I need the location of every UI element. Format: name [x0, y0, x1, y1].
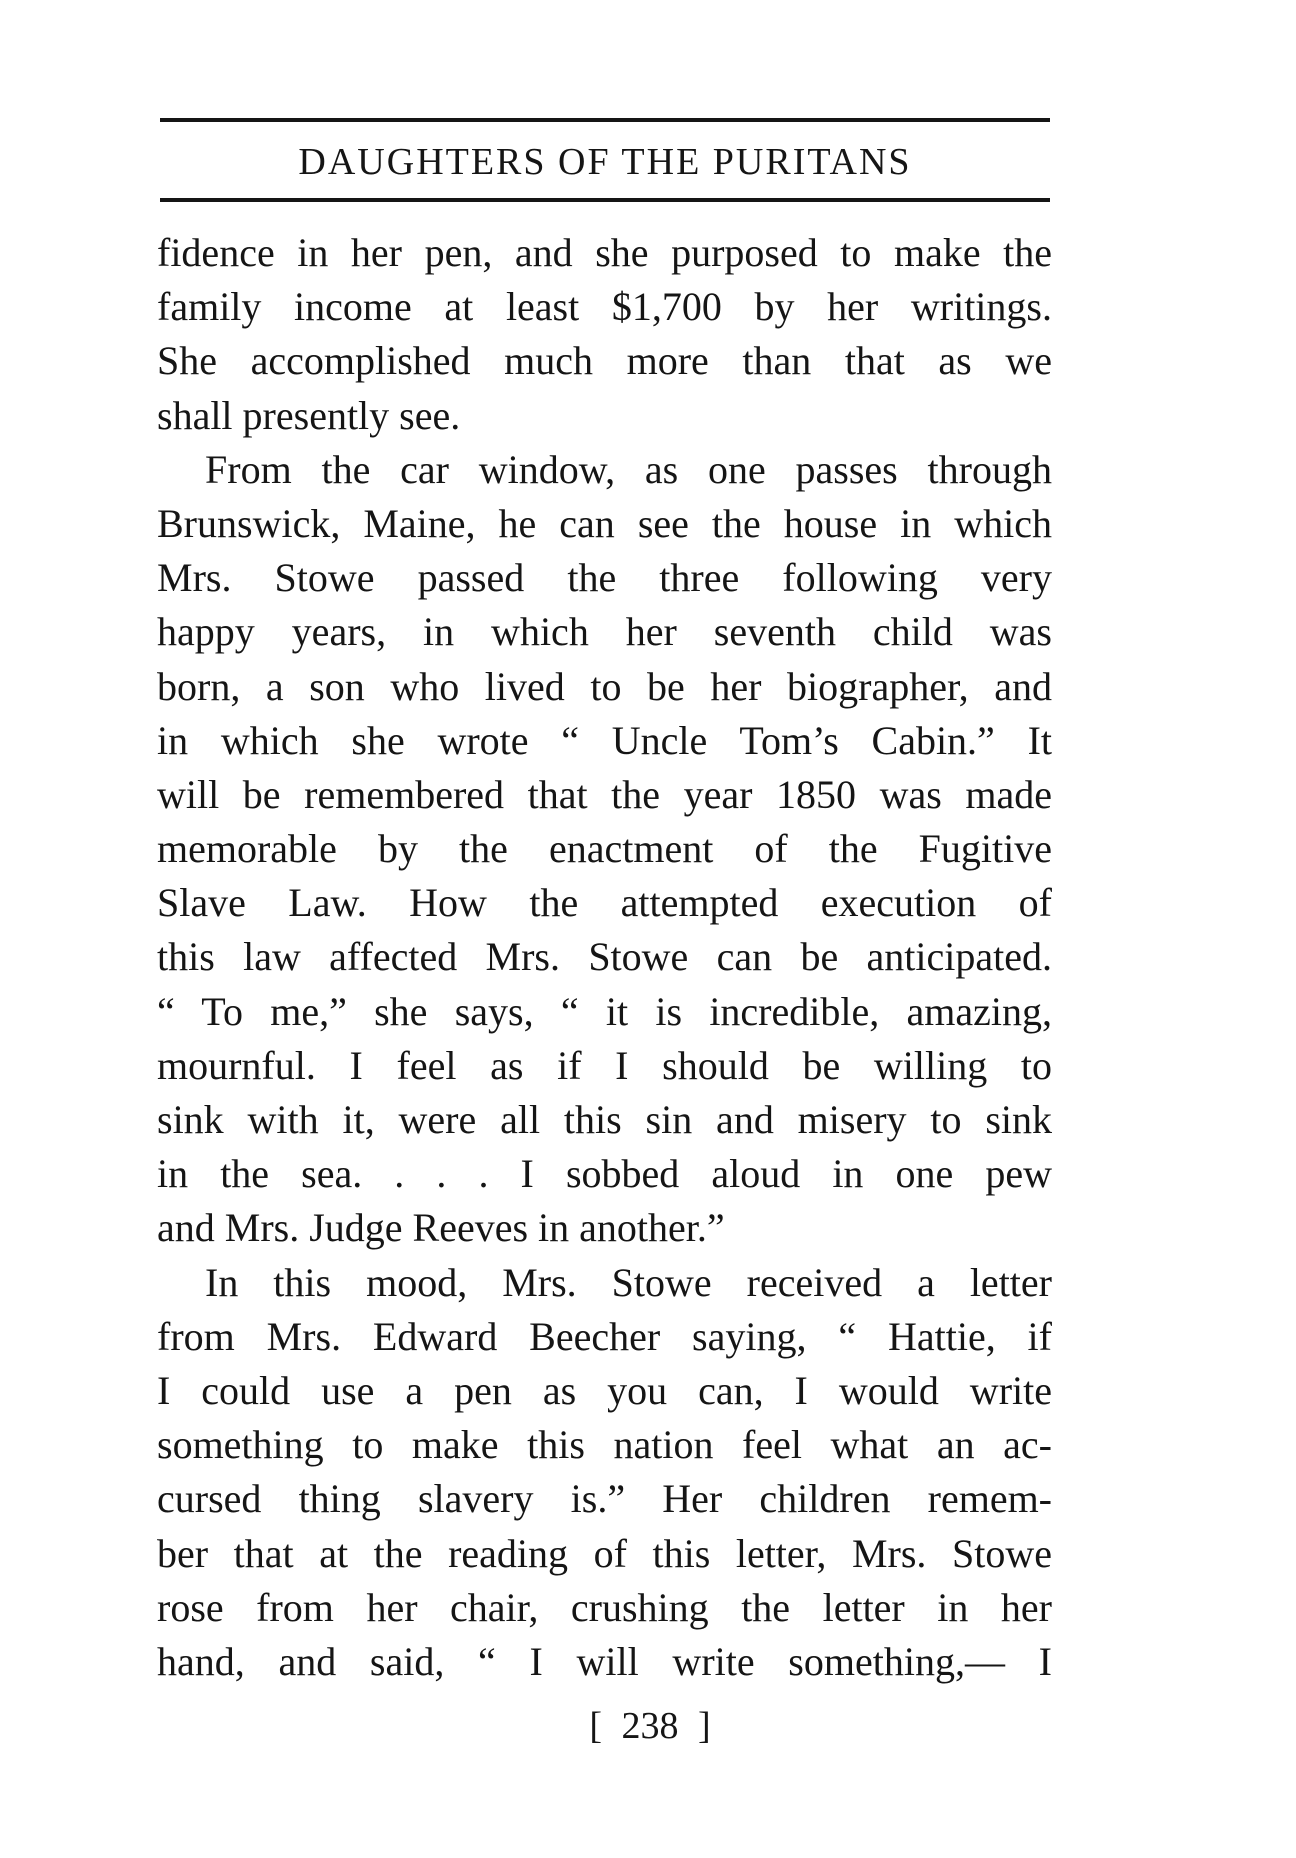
- text-line: family income at least $1,700 by her writings.: [157, 284, 1052, 330]
- text-line: memorable by the enactment of the Fugitive: [157, 826, 1052, 872]
- text-line: born, a son who lived to be her biographer, and: [157, 663, 1052, 709]
- header-rule-bottom: [160, 198, 1050, 202]
- text-line: “ To me,” she says, “ it is incredible, amazing,: [157, 988, 1052, 1034]
- text-line: ber that at the reading of this letter, Mrs. Stowe: [157, 1530, 1052, 1576]
- text-line: Brunswick, Maine, he can see the house in which: [157, 500, 1052, 546]
- text-line: from Mrs. Edward Beecher saying, “ Hattie, if: [157, 1313, 1052, 1359]
- text-line: in which she wrote “ Uncle Tom’s Cabin.” It: [157, 717, 1052, 763]
- text-line: She accomplished much more than that as we: [157, 338, 1052, 384]
- header-rule-top: [160, 118, 1050, 122]
- running-header: DAUGHTERS OF THE PURITANS: [298, 141, 912, 183]
- text-line: I could use a pen as you can, I would write: [157, 1367, 1052, 1413]
- page-number: [ 238 ]: [589, 1705, 711, 1747]
- text-line: shall presently see.: [157, 392, 461, 438]
- text-line: cursed thing slavery is.” Her children remem-: [157, 1476, 1052, 1522]
- text-line: hand, and said, “ I will write something,— I: [157, 1638, 1052, 1684]
- text-line: rose from her chair, crushing the letter in her: [157, 1584, 1052, 1630]
- text-line: will be remembered that the year 1850 was made: [157, 771, 1052, 817]
- text-line: Mrs. Stowe passed the three following very: [157, 555, 1052, 601]
- text-line: something to make this nation feel what an ac-: [157, 1422, 1052, 1468]
- paragraph-start-line: In this mood, Mrs. Stowe received a letter: [205, 1259, 1052, 1305]
- text-line: Slave Law. How the attempted execution of: [157, 880, 1052, 926]
- text-line: in the sea. . . . I sobbed aloud in one pew: [157, 1151, 1052, 1197]
- text-line: mournful. I feel as if I should be willing to: [157, 1042, 1052, 1088]
- text-line: this law affected Mrs. Stowe can be anticipated.: [157, 934, 1052, 980]
- body-text: [157, 226, 1052, 1689]
- text-line: fidence in her pen, and she purposed to make the: [157, 230, 1052, 275]
- paragraph-start-line: From the car window, as one passes through: [205, 446, 1052, 492]
- text-line: sink with it, were all this sin and misery to sink: [157, 1097, 1052, 1142]
- text-line: and Mrs. Judge Reeves in another.”: [157, 1205, 725, 1251]
- text-line: happy years, in which her seventh child was: [157, 609, 1052, 655]
